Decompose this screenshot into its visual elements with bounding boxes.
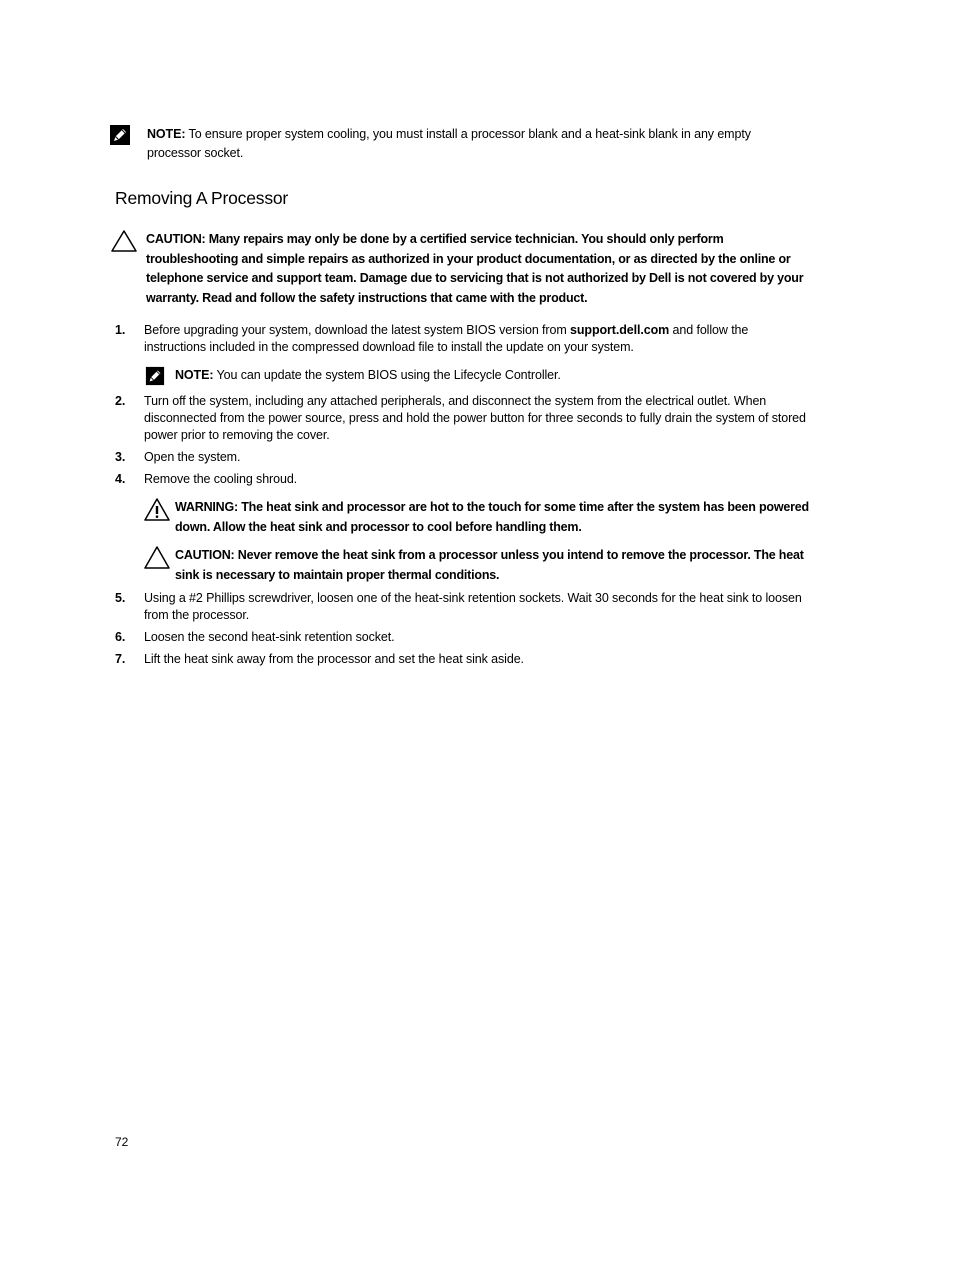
note-text: To ensure proper system cooling, you must install a processor blank and a heat-sink blank in any empty processor socket. xyxy=(147,127,751,160)
step-text: Open the system. xyxy=(144,450,241,464)
step-number: 6. xyxy=(115,630,126,644)
note-label: NOTE: xyxy=(147,127,186,141)
step-number: 3. xyxy=(115,450,126,464)
pencil-note-icon xyxy=(109,124,131,152)
step-text: Lift the heat sink away from the processor and set the heat sink aside. xyxy=(144,652,524,666)
warning-text: WARNING: The heat sink and processor are hot to the touch for some time after the system has been powered down. Allow the heat sink and processor to cool before handling them. xyxy=(175,500,809,534)
step-text-before: Before upgrading your system, download the latest system BIOS version from xyxy=(144,323,571,337)
warning-triangle-icon xyxy=(143,497,171,529)
caution-text: CAUTION: Never remove the heat sink from a processor unless you intend to remove the processor. The heat sink is necessary to maintain proper thermal conditions. xyxy=(175,548,804,582)
note-label: NOTE: xyxy=(175,368,214,382)
step-number: 7. xyxy=(115,652,126,666)
caution-triangle-icon xyxy=(110,229,138,259)
step-text-after: and follow the instructions included in the compressed download file to install the update on your system. xyxy=(144,323,749,354)
caution-text: CAUTION: Many repairs may only be done by a certified service technician. You should only perform troubleshooting and simple repairs as authorized in your product documentation, or as directed by the online or telephone service and support team. Damage due to servicing that is not authorized by Dell is not covered by your warranty. Read and follow the safety instructions that came with the product. xyxy=(146,232,804,305)
step-number: 1. xyxy=(115,323,126,337)
step-text: Using a #2 Phillips screwdriver, loosen one of the heat-sink retention sockets. Wait 30 seconds for the heat sink to loosen from the processor. xyxy=(144,591,802,622)
note-text: You can update the system BIOS using the Lifecycle Controller. xyxy=(213,368,561,382)
step-number: 2. xyxy=(115,394,126,408)
support-link[interactable]: support.dell.com xyxy=(570,323,670,337)
caution-triangle-icon xyxy=(143,545,171,577)
step-text xyxy=(144,322,809,356)
pencil-note-icon xyxy=(145,366,165,392)
section-heading: Removing A Processor xyxy=(115,188,289,208)
step-number: 4. xyxy=(115,472,126,486)
step-text: Remove the cooling shroud. xyxy=(144,472,298,486)
step-text: Loosen the second heat-sink retention socket. xyxy=(144,630,395,644)
step-text: Turn off the system, including any attached peripherals, and disconnect the system from the electrical outlet. When disconnected from the power source, press and hold the power button for three seconds to fully drain the system of stored power prior to removing the cover. xyxy=(144,394,806,442)
page-number: 72 xyxy=(115,1135,129,1149)
step-number: 5. xyxy=(115,591,126,605)
